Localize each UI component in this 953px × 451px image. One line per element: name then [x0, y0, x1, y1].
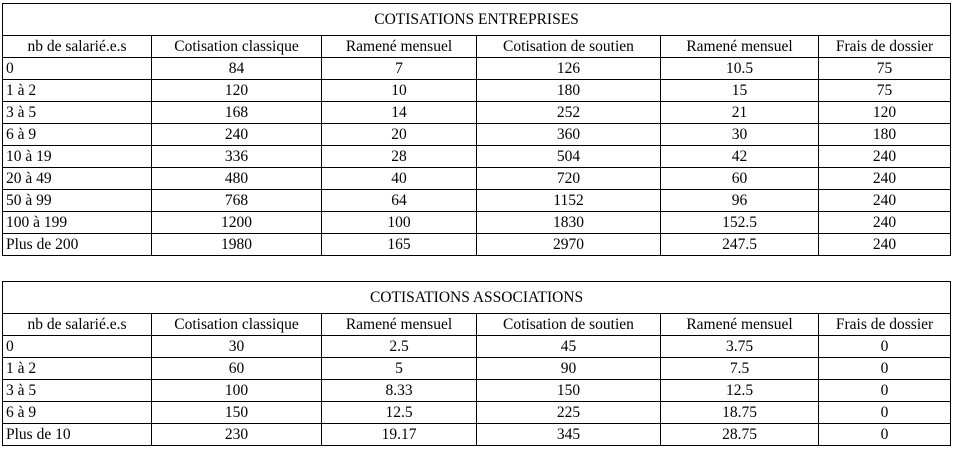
value-cell: 252 [477, 102, 661, 124]
table-row [3, 424, 951, 446]
value-cell: 240 [819, 146, 951, 168]
value-cell: 152.5 [661, 212, 819, 234]
value-cell: 165 [322, 234, 477, 256]
row-label-cell: 0 [3, 58, 152, 80]
table-body-associations [3, 336, 951, 446]
value-cell: 225 [477, 402, 661, 424]
value-cell: 768 [152, 190, 322, 212]
value-cell: 336 [152, 146, 322, 168]
column-header-ramene-mensuel-classique: Ramené mensuel [322, 314, 477, 336]
column-header-frais-dossier: Frais de dossier [819, 36, 951, 58]
value-cell: 10 [322, 80, 477, 102]
column-header-ramene-mensuel-soutien: Ramené mensuel [661, 36, 819, 58]
table-row [3, 336, 951, 358]
table-row [3, 212, 951, 234]
value-cell: 480 [152, 168, 322, 190]
value-cell: 150 [152, 402, 322, 424]
value-cell: 8.33 [322, 380, 477, 402]
value-cell: 100 [152, 380, 322, 402]
row-label-cell: Plus de 10 [3, 424, 152, 446]
value-cell: 45 [477, 336, 661, 358]
value-cell: 60 [661, 168, 819, 190]
value-cell: 30 [152, 336, 322, 358]
table-row [3, 58, 951, 80]
row-label-cell: 1 à 2 [3, 80, 152, 102]
value-cell: 1152 [477, 190, 661, 212]
value-cell: 0 [819, 336, 951, 358]
row-label-cell: 10 à 19 [3, 146, 152, 168]
value-cell: 1200 [152, 212, 322, 234]
value-cell: 120 [819, 102, 951, 124]
value-cell: 5 [322, 358, 477, 380]
row-label-cell: 100 à 199 [3, 212, 152, 234]
row-label-cell: 1 à 2 [3, 358, 152, 380]
table-associations [2, 281, 951, 446]
column-header-salaries: nb de salarié.e.s [3, 314, 152, 336]
value-cell: 75 [819, 58, 951, 80]
table-body-entreprises [3, 58, 951, 256]
column-header-cotisation-classique: Cotisation classique [152, 314, 322, 336]
value-cell: 10.5 [661, 58, 819, 80]
value-cell: 40 [322, 168, 477, 190]
column-header-ramene-mensuel-soutien: Ramené mensuel [661, 314, 819, 336]
row-label-cell: 0 [3, 336, 152, 358]
value-cell: 7 [322, 58, 477, 80]
column-header-salaries: nb de salarié.e.s [3, 36, 152, 58]
value-cell: 2.5 [322, 336, 477, 358]
table-row [3, 190, 951, 212]
table-row [3, 102, 951, 124]
column-header-frais-dossier: Frais de dossier [819, 314, 951, 336]
column-header-cotisation-soutien: Cotisation de soutien [477, 314, 661, 336]
table-row [3, 358, 951, 380]
row-label-cell: 3 à 5 [3, 380, 152, 402]
value-cell: 240 [819, 190, 951, 212]
value-cell: 360 [477, 124, 661, 146]
value-cell: 230 [152, 424, 322, 446]
row-label-cell: 6 à 9 [3, 402, 152, 424]
value-cell: 7.5 [661, 358, 819, 380]
value-cell: 504 [477, 146, 661, 168]
value-cell: 30 [661, 124, 819, 146]
value-cell: 345 [477, 424, 661, 446]
value-cell: 180 [477, 80, 661, 102]
value-cell: 90 [477, 358, 661, 380]
value-cell: 1830 [477, 212, 661, 234]
value-cell: 168 [152, 102, 322, 124]
table-row [3, 124, 951, 146]
value-cell: 180 [819, 124, 951, 146]
value-cell: 96 [661, 190, 819, 212]
table-row [3, 380, 951, 402]
value-cell: 100 [322, 212, 477, 234]
value-cell: 20 [322, 124, 477, 146]
value-cell: 240 [819, 212, 951, 234]
table-row [3, 80, 951, 102]
value-cell: 120 [152, 80, 322, 102]
row-label-cell: 6 à 9 [3, 124, 152, 146]
table-entreprises [2, 3, 951, 256]
value-cell: 0 [819, 402, 951, 424]
value-cell: 12.5 [661, 380, 819, 402]
value-cell: 247.5 [661, 234, 819, 256]
value-cell: 18.75 [661, 402, 819, 424]
table-row [3, 402, 951, 424]
table-row [3, 234, 951, 256]
value-cell: 19.17 [322, 424, 477, 446]
table-title-entreprises: COTISATIONS ENTREPRISES [3, 4, 951, 36]
value-cell: 720 [477, 168, 661, 190]
value-cell: 126 [477, 58, 661, 80]
value-cell: 28 [322, 146, 477, 168]
value-cell: 150 [477, 380, 661, 402]
value-cell: 21 [661, 102, 819, 124]
value-cell: 0 [819, 424, 951, 446]
value-cell: 240 [152, 124, 322, 146]
value-cell: 0 [819, 380, 951, 402]
value-cell: 28.75 [661, 424, 819, 446]
row-label-cell: 3 à 5 [3, 102, 152, 124]
value-cell: 15 [661, 80, 819, 102]
value-cell: 1980 [152, 234, 322, 256]
value-cell: 42 [661, 146, 819, 168]
value-cell: 240 [819, 168, 951, 190]
value-cell: 64 [322, 190, 477, 212]
column-header-ramene-mensuel-classique: Ramené mensuel [322, 36, 477, 58]
value-cell: 0 [819, 358, 951, 380]
row-label-cell: 50 à 99 [3, 190, 152, 212]
value-cell: 3.75 [661, 336, 819, 358]
value-cell: 84 [152, 58, 322, 80]
column-header-cotisation-soutien: Cotisation de soutien [477, 36, 661, 58]
row-label-cell: Plus de 200 [3, 234, 152, 256]
value-cell: 60 [152, 358, 322, 380]
column-header-cotisation-classique: Cotisation classique [152, 36, 322, 58]
table-row [3, 146, 951, 168]
row-label-cell: 20 à 49 [3, 168, 152, 190]
value-cell: 75 [819, 80, 951, 102]
table-row [3, 168, 951, 190]
value-cell: 240 [819, 234, 951, 256]
value-cell: 2970 [477, 234, 661, 256]
value-cell: 12.5 [322, 402, 477, 424]
table-title-associations: COTISATIONS ASSOCIATIONS [3, 282, 951, 314]
value-cell: 14 [322, 102, 477, 124]
